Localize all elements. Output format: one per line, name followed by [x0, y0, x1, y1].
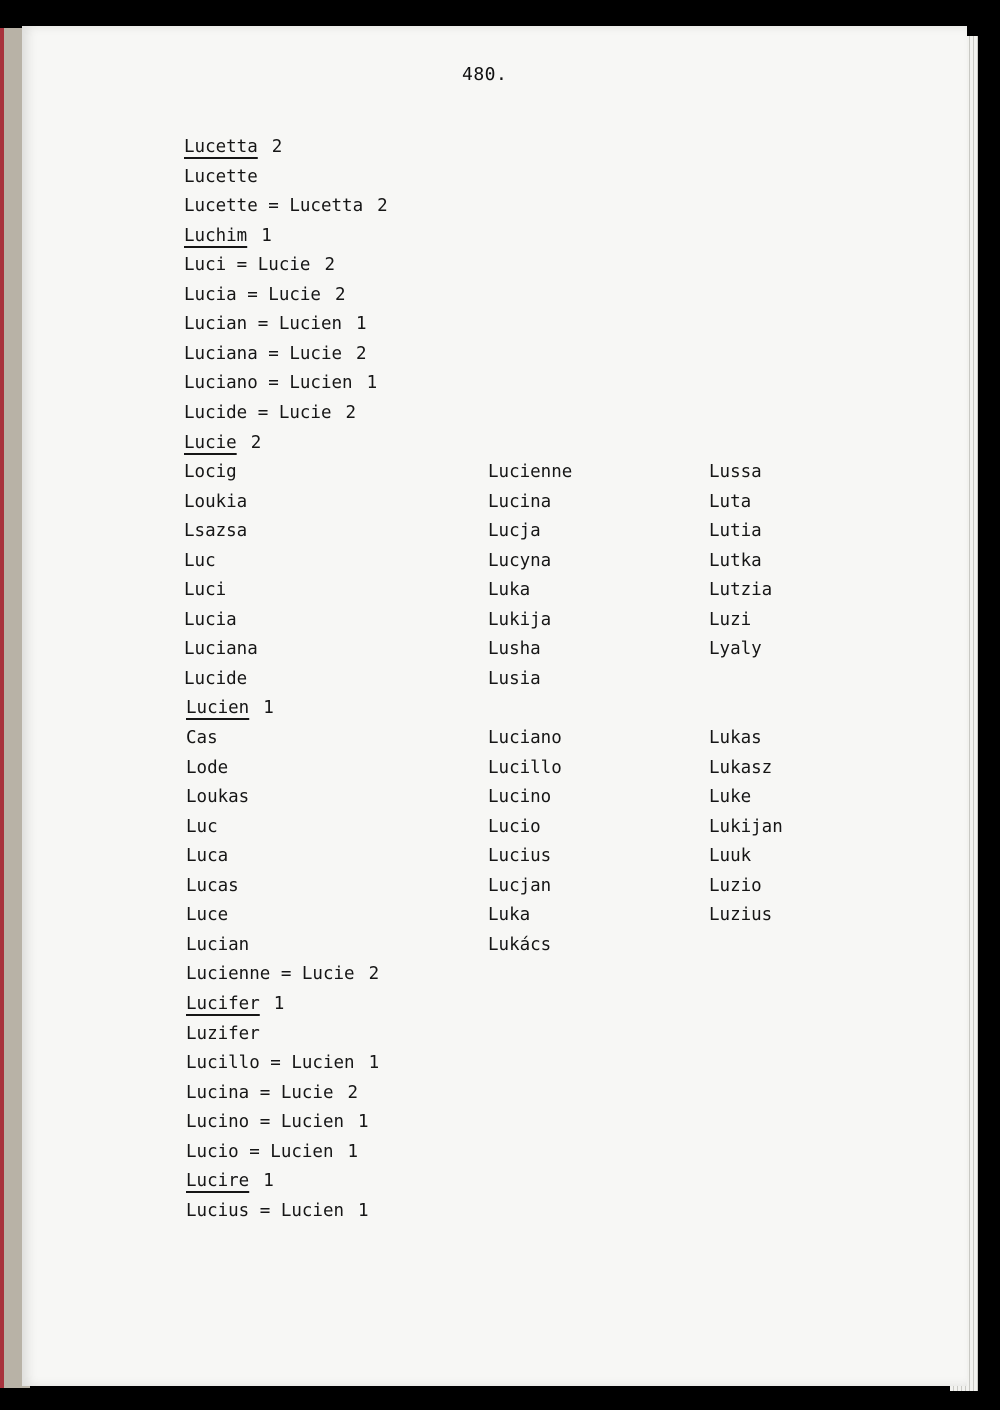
name-entry: [184, 284, 346, 306]
entry-text: Lucino = Lucien: [186, 1112, 345, 1132]
variant-name: Lussa: [709, 462, 762, 482]
variant-name: Lukija: [488, 610, 552, 630]
variant-name: Lusia: [488, 669, 541, 689]
name-entry: [186, 1141, 358, 1163]
entry-count: 1: [358, 1112, 369, 1132]
entry-text: Lucette: [184, 167, 258, 187]
entry-text: Luc: [186, 817, 218, 837]
entry-count: 2: [271, 137, 283, 157]
entry-text: Lucian: [186, 935, 250, 955]
variant-name: Luka: [488, 580, 531, 600]
entry-count: 1: [261, 226, 272, 246]
name-entry: [186, 786, 249, 808]
name-entry: [186, 1082, 358, 1104]
headword: Lucie: [184, 433, 237, 453]
entry-text: Lucia = Lucie: [184, 285, 321, 305]
variant-name: Lucillo: [488, 758, 562, 778]
variant-name: Lucina: [488, 492, 552, 512]
entry-text: Lucio = Lucien: [186, 1142, 334, 1162]
entry-count: 2: [345, 403, 357, 423]
variant-name: Luzio: [709, 876, 762, 896]
entry-text: Luciana = Lucie: [184, 344, 343, 364]
variant-name: Lutka: [709, 551, 762, 571]
name-entry: [184, 668, 247, 690]
name-entry: [186, 1023, 260, 1045]
variant-name: Lucyna: [488, 551, 552, 571]
entry-count: 1: [263, 1171, 274, 1191]
entry-count: 1: [347, 1142, 359, 1162]
entry-text: Lucian = Lucien: [184, 314, 343, 334]
headword: Lucetta: [184, 137, 258, 157]
entry-text: Luciano = Lucien: [184, 373, 353, 393]
entry-text: Luciana: [184, 639, 258, 659]
entry-count: 1: [263, 698, 274, 718]
headword: Lucifer: [186, 994, 260, 1014]
name-entry: [184, 609, 237, 631]
entry-text: Locig: [184, 462, 237, 482]
variant-name: Luzi: [709, 610, 752, 630]
entry-text: Lucide = Lucie: [184, 403, 332, 423]
entry-count: 2: [347, 1083, 359, 1103]
name-entry: [184, 313, 367, 335]
variant-name: Luke: [709, 787, 752, 807]
page-number: 480.: [462, 64, 508, 85]
variant-name: Lyaly: [709, 639, 762, 659]
entry-text: Cas: [186, 728, 218, 748]
name-entry: [186, 1052, 379, 1074]
name-entry: [184, 491, 247, 513]
variant-name: Lucjan: [488, 876, 552, 896]
variant-name: Luzius: [709, 905, 773, 925]
name-entry: [184, 638, 258, 660]
name-entry: [186, 757, 228, 779]
variant-name: Lucienne: [488, 462, 573, 482]
name-entry: [184, 461, 237, 483]
entry-text: Luci = Lucie: [184, 255, 311, 275]
variant-name: Lutzia: [709, 580, 773, 600]
name-entry: [186, 963, 379, 985]
variant-name: Lutia: [709, 521, 762, 541]
name-entry: [186, 727, 218, 749]
entry-text: Lsazsa: [184, 521, 248, 541]
headword-entry: [184, 225, 272, 247]
entry-count: 1: [356, 314, 367, 334]
entry-count: 2: [377, 196, 388, 216]
name-entry: [184, 195, 388, 217]
name-entry: [184, 579, 226, 601]
variant-name: Luta: [709, 492, 752, 512]
entry-count: 1: [358, 1201, 369, 1221]
headword: Lucien: [186, 698, 250, 718]
entry-text: Lucillo = Lucien: [186, 1053, 355, 1073]
headword: Lucire: [186, 1171, 250, 1191]
entry-text: Lode: [186, 758, 229, 778]
name-entry: [186, 875, 239, 897]
variant-name: Lusha: [488, 639, 541, 659]
variant-name: Luciano: [488, 728, 562, 748]
entry-count: 1: [366, 373, 378, 393]
entry-text: Lucide: [184, 669, 248, 689]
entry-text: Lucas: [186, 876, 239, 896]
headword-entry: [184, 432, 261, 454]
variant-name: Lukács: [488, 935, 552, 955]
name-entry: [184, 520, 247, 542]
entry-count: 2: [368, 964, 380, 984]
name-entry: [184, 254, 335, 276]
entry-text: Lucina = Lucie: [186, 1083, 334, 1103]
entry-text: Lucette = Lucetta: [184, 196, 364, 216]
variant-name: Lukas: [709, 728, 762, 748]
name-entry: [186, 934, 249, 956]
name-entry: [184, 402, 356, 424]
entry-count: 2: [250, 433, 262, 453]
entry-text: Luci: [184, 580, 227, 600]
name-entry: [186, 845, 228, 867]
document-page: [22, 26, 967, 1386]
name-entry: [186, 816, 218, 838]
entry-text: Loukia: [184, 492, 248, 512]
entry-count: 2: [356, 344, 367, 364]
name-entry: [184, 550, 216, 572]
variant-name: Lucius: [488, 846, 552, 866]
entry-count: 1: [273, 994, 285, 1014]
headword-entry: [186, 993, 284, 1015]
name-entry: [184, 372, 377, 394]
entry-text: Luce: [186, 905, 229, 925]
name-entry: [184, 166, 258, 188]
name-entry: [186, 1200, 369, 1222]
entry-text: Luca: [186, 846, 229, 866]
variant-name: Lukijan: [709, 817, 783, 837]
variant-name: Luuk: [709, 846, 752, 866]
name-entry: [184, 343, 367, 365]
variant-name: Lucio: [488, 817, 541, 837]
name-entry: [186, 1111, 369, 1133]
headword: Luchim: [184, 226, 248, 246]
name-entry: [186, 904, 228, 926]
headword-entry: [186, 1170, 274, 1192]
entry-count: 1: [368, 1053, 380, 1073]
headword-entry: [184, 136, 282, 158]
entry-text: Luc: [184, 551, 216, 571]
entry-text: Lucius = Lucien: [186, 1201, 345, 1221]
entry-text: Lucia: [184, 610, 237, 630]
headword-entry: [186, 697, 274, 719]
variant-name: Lucja: [488, 521, 541, 541]
entry-count: 2: [324, 255, 335, 275]
entry-count: 2: [334, 285, 346, 305]
entry-text: Lucienne = Lucie: [186, 964, 355, 984]
entry-text: Luzifer: [186, 1024, 260, 1044]
variant-name: Lucino: [488, 787, 552, 807]
entry-text: Loukas: [186, 787, 250, 807]
variant-name: Luka: [488, 905, 531, 925]
variant-name: Lukasz: [709, 758, 773, 778]
